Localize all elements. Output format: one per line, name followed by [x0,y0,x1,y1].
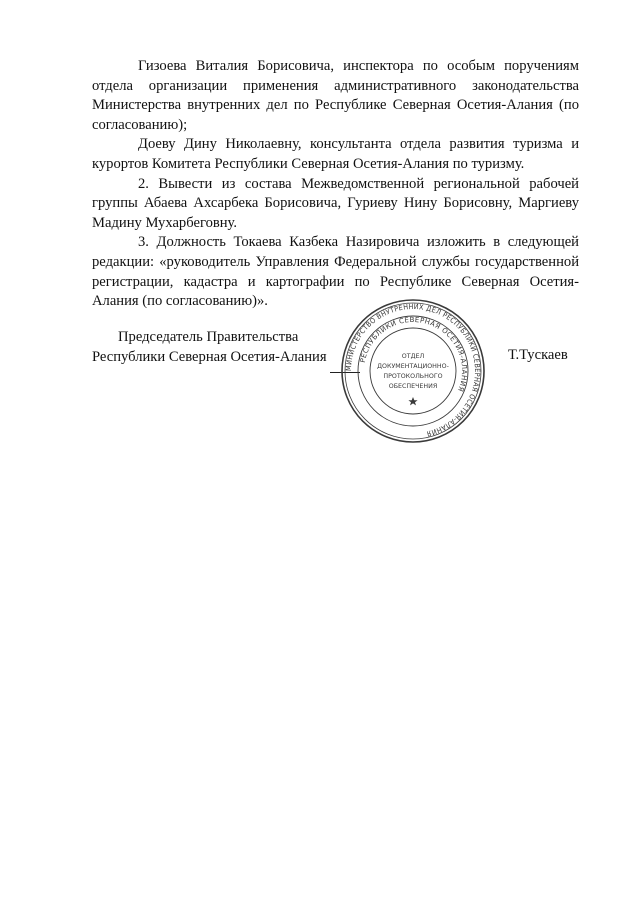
seal-star-icon [408,397,417,405]
signatory-title-line1: Председатель Правительства [118,329,299,345]
svg-text:ОТДЕЛ: ОТДЕЛ [401,353,425,360]
seal-center-text [377,353,449,390]
seal-outer-text: МИНИСТЕРСТВО ВНУТРЕННИХ ДЕЛ РЕСПУБЛИКИ СЕВЕРНАЯ ОСЕТИЯ-АЛАНИЯ [343,301,483,439]
svg-text:ДОКУМЕНТАЦИОННО-: ДОКУМЕНТАЦИОННО- [377,363,449,370]
signatory-title [92,328,352,367]
seal-inner-text: РЕСПУБЛИКИ СЕВЕРНАЯ ОСЕТИЯ-АЛАНИЯ [358,315,469,393]
svg-text:ПРОТОКОЛЬНОГО: ПРОТОКОЛЬНОГО [383,373,443,380]
paragraph-doeva: Доеву Дину Николаевну, консультанта отдела развития туризма и курортов Комитета Республики Северная Осетия-Алания по туризму. [92,136,579,172]
svg-text:ОБЕСПЕЧЕНИЯ: ОБЕСПЕЧЕНИЯ [388,383,438,390]
paragraph-item-2: 2. Вывести из состава Межведомственной региональной рабочей группы Абаева Ахсарбека Борисовича, Гуриеву Нину Борисовну, Маргиеву Мадину Мухарбеговну. [92,175,579,231]
signatory-title-line2: Республики Северная Осетия-Алания [92,348,327,365]
document-body [92,57,579,312]
paragraph-item-3: 3. Должность Токаева Казбека Назировича изложить в следующей редакции: «руководитель Управления Федеральной службы государственной регистрации, кадастра и картографии по Республике Северная Осетия-Алания (по согласованию)». [92,234,579,310]
paragraph-gizoev: Гизоева Виталия Борисовича, инспектора по особым поручениям отдела организации применения административного законодательства Министерства внутренних дел по Республике Северная Осетия-Алания (по согласованию); [92,58,579,133]
signatory-name: Т.Тускаев [508,347,568,363]
official-seal-stamp [340,298,486,444]
